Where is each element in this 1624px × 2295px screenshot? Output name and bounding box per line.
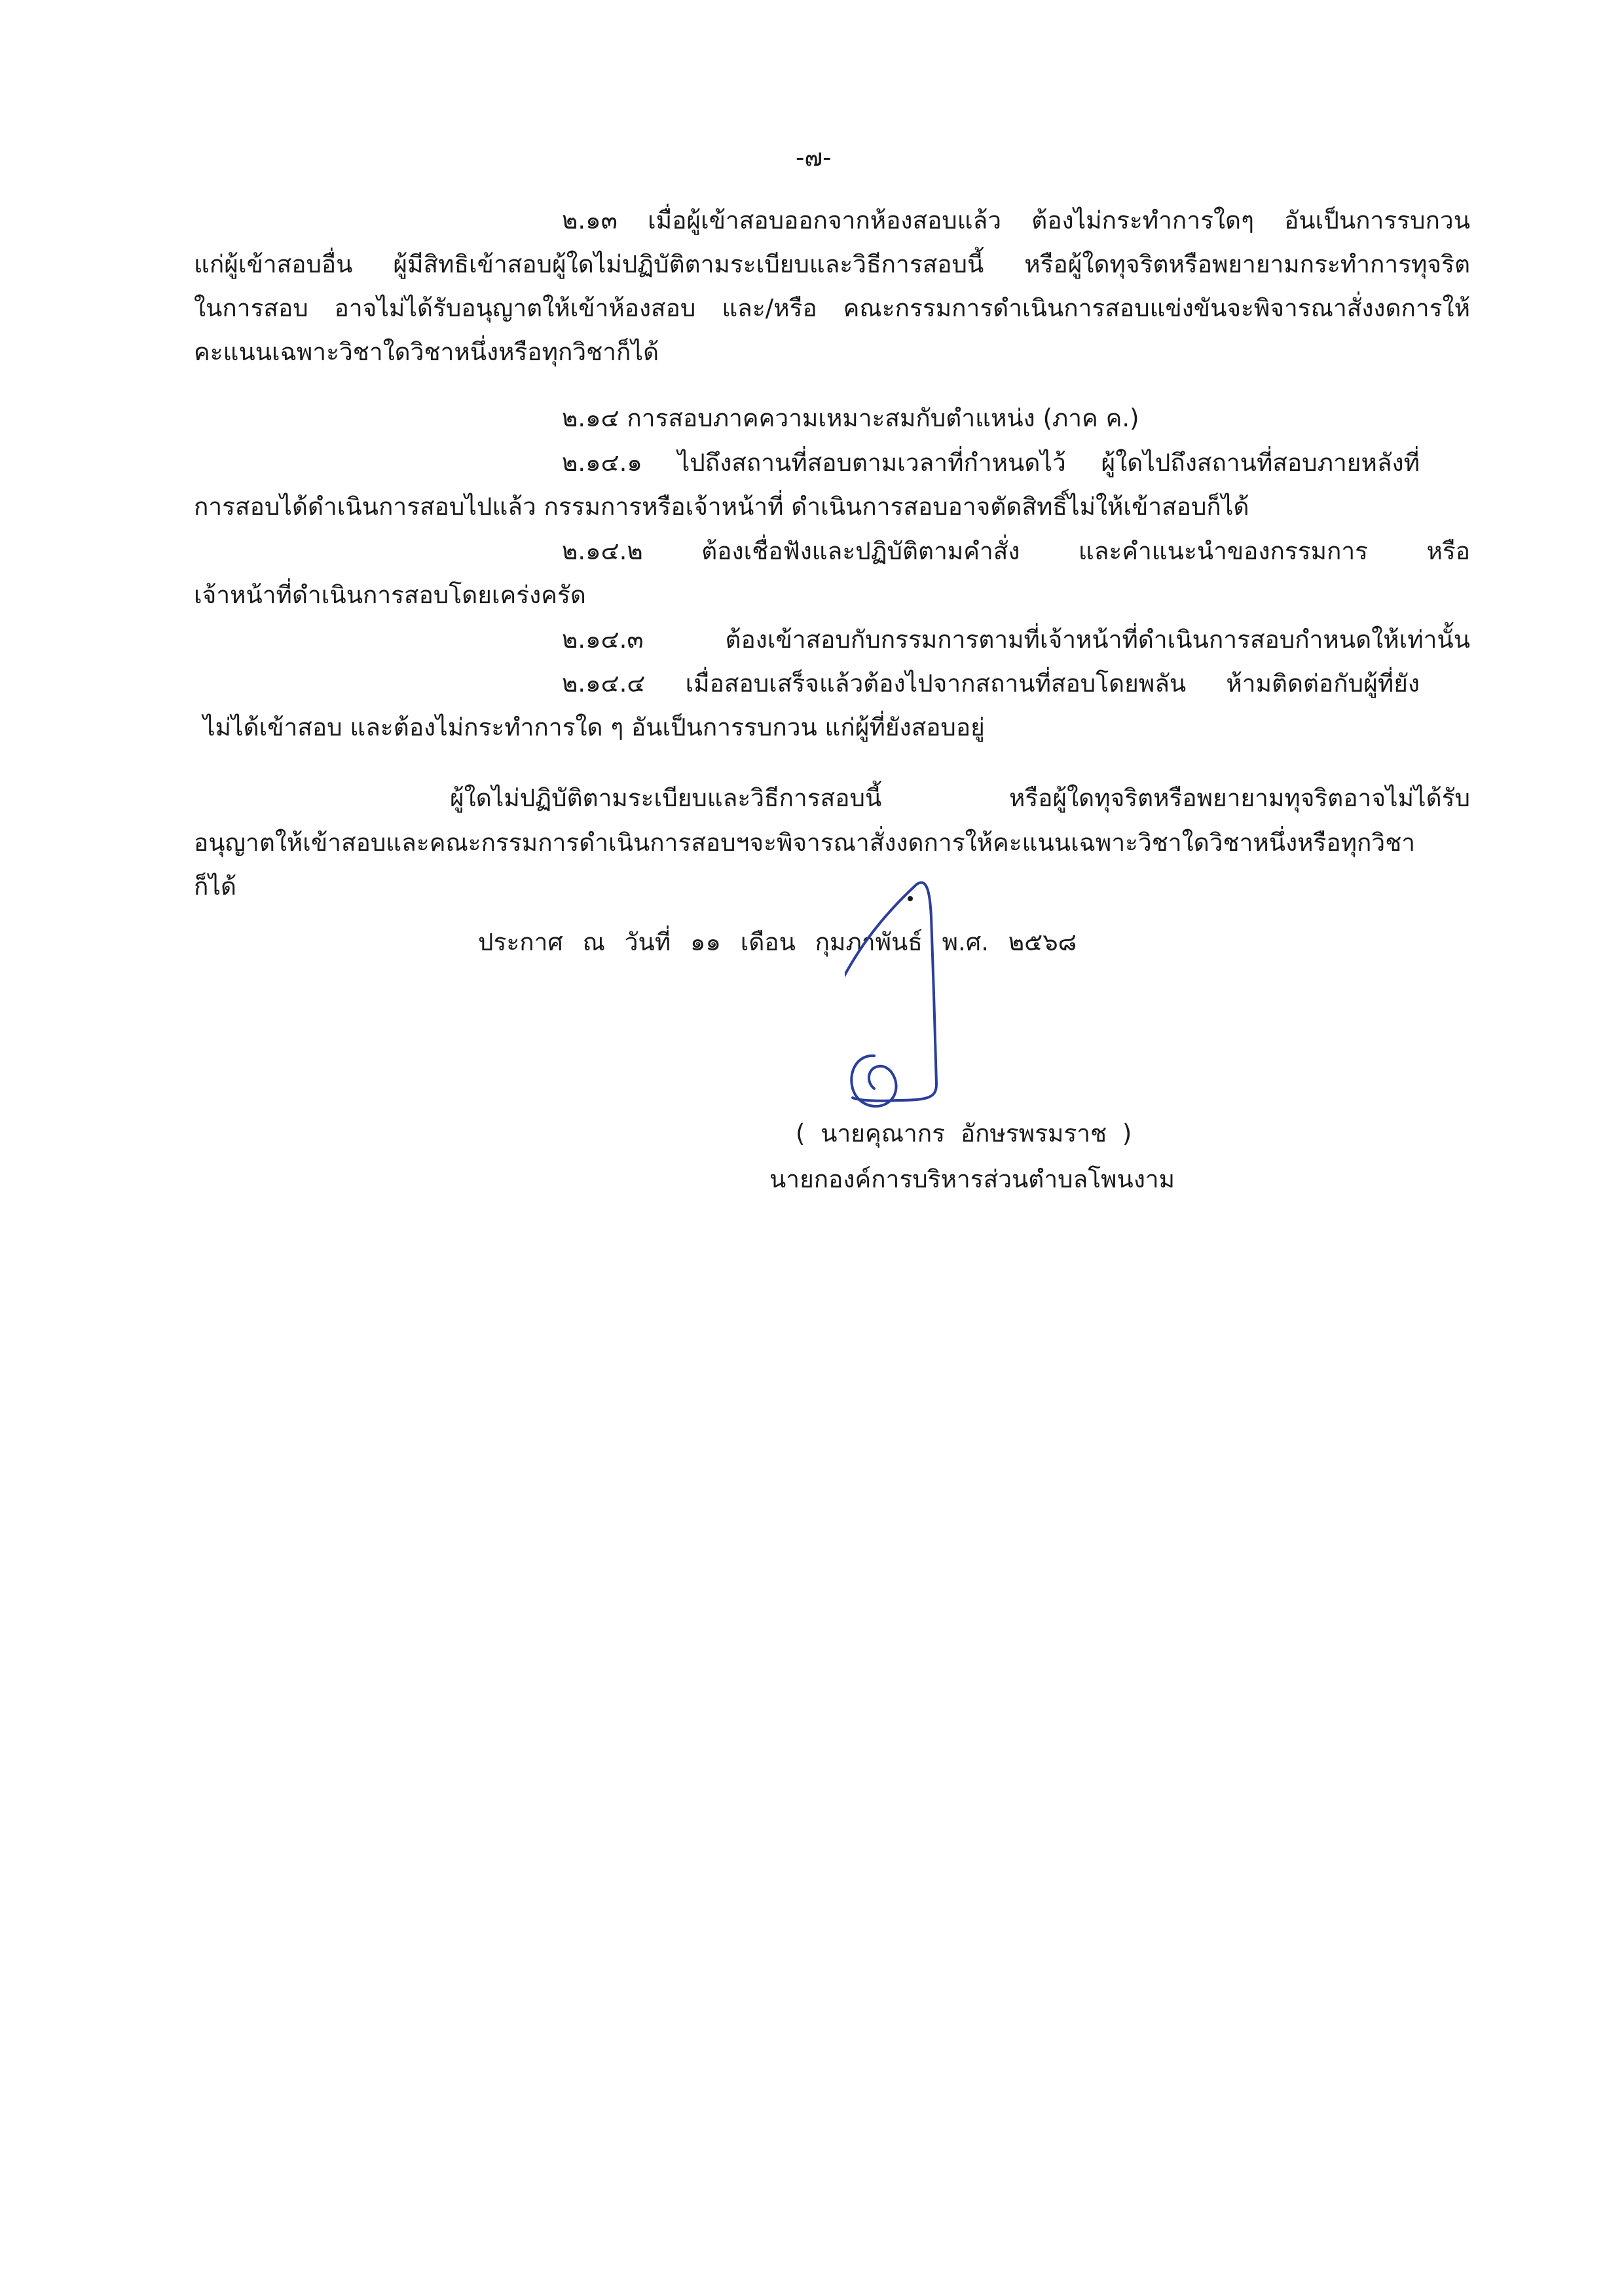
signatory-name: ( นายคุณากร อักษรพรมราช ) [796,1119,1132,1148]
closing-line-1: ผู้ใดไม่ปฏิบัติตามระเบียบและวิธีการสอบนี้ หรือผู้ใดทุจริตหรือพยายามทุจริตอาจไม่ได้รับ [450,784,1470,812]
clause-2-14-3: ๒.๑๔.๓ ต้องเข้าสอบกับกรรมการตามที่เจ้าหน้าที่ดำเนินการสอบกำหนดให้เท่านั้น [562,625,1470,654]
clause-2-14-4-line-1: ๒.๑๔.๔ เมื่อสอบเสร็จแล้วต้องไปจากสถานที่สอบโดยพลัน ห้ามติดต่อกับผู้ที่ยัง [562,669,1420,698]
signature-dot [908,896,913,901]
clause-2-13-line-3: ในการสอบ อาจไม่ได้รับอนุญาตให้เข้าห้องสอบ และ/หรือ คณะกรรมการดำเนินการสอบแข่งขันจะพิจารณาสั่งงดการให้ [194,294,1470,322]
clause-2-13-line-1: ๒.๑๓ เมื่อผู้เข้าสอบออกจากห้องสอบแล้ว ต้องไม่กระทำการใดๆ อันเป็นการรบกวน [562,206,1470,234]
clause-2-14-1-line-1: ๒.๑๔.๑ ไปถึงสถานที่สอบตามเวลาที่กำหนดไว้ ผู้ใดไปถึงสถานที่สอบภายหลังที่ [562,449,1420,477]
signatory-title: นายกองค์การบริหารส่วนตำบลโพนงาม [769,1165,1175,1193]
clause-2-14-2-line-1: ๒.๑๔.๒ ต้องเชื่อฟังและปฏิบัติตามคำสั่ง และคำแนะนำของกรรมการ หรือ [562,537,1470,565]
clause-2-14-1-line-2: การสอบได้ดำเนินการสอบไปแล้ว กรรมการหรือเจ้าหน้าที่ ดำเนินการสอบอาจตัดสิทธิ์ไม่ให้เข้าสอบก็ได้ [194,493,1249,521]
clause-2-13-line-4: คะแนนเฉพาะวิชาใดวิชาหนึ่งหรือทุกวิชาก็ได้ [194,338,659,366]
clause-2-14-2-line-2: เจ้าหน้าที่ดำเนินการสอบโดยเคร่งครัด [194,581,586,609]
closing-line-3: ก็ได้ [194,872,237,901]
signature-loop [851,1056,896,1106]
page-number: -๗- [796,143,832,172]
signature-stroke [845,882,936,1100]
closing-line-2: อนุญาตให้เข้าสอบและคณะกรรมการดำเนินการสอบฯจะพิจารณาสั่งงดการให้คะแนนเฉพาะวิชาใดวิชาหนึ่งหรือทุกวิชา [194,829,1416,857]
clause-2-14-heading: ๒.๑๔ การสอบภาคความเหมาะสมกับตำแหน่ง (ภาค ค.) [562,404,1139,432]
signature-image [845,845,969,1127]
clause-2-13-line-2: แก่ผู้เข้าสอบอื่น ผู้มีสิทธิเข้าสอบผู้ใดไม่ปฏิบัติตามระเบียบและวิธีการสอบนี้ หรือผู้ใดทุจริตหรือพยายามกระทำการทุจริต [194,250,1470,278]
announcement-date: ประกาศ ณ วันที่ ๑๑ เดือน กุมภาพันธ์ พ.ศ. ๒๕๖๘ [478,928,1077,956]
clause-2-14-4-line-2: ไม่ได้เข้าสอบ และต้องไม่กระทำการใด ๆ อันเป็นการรบกวน แก่ผู้ที่ยังสอบอยู่ [203,713,985,741]
